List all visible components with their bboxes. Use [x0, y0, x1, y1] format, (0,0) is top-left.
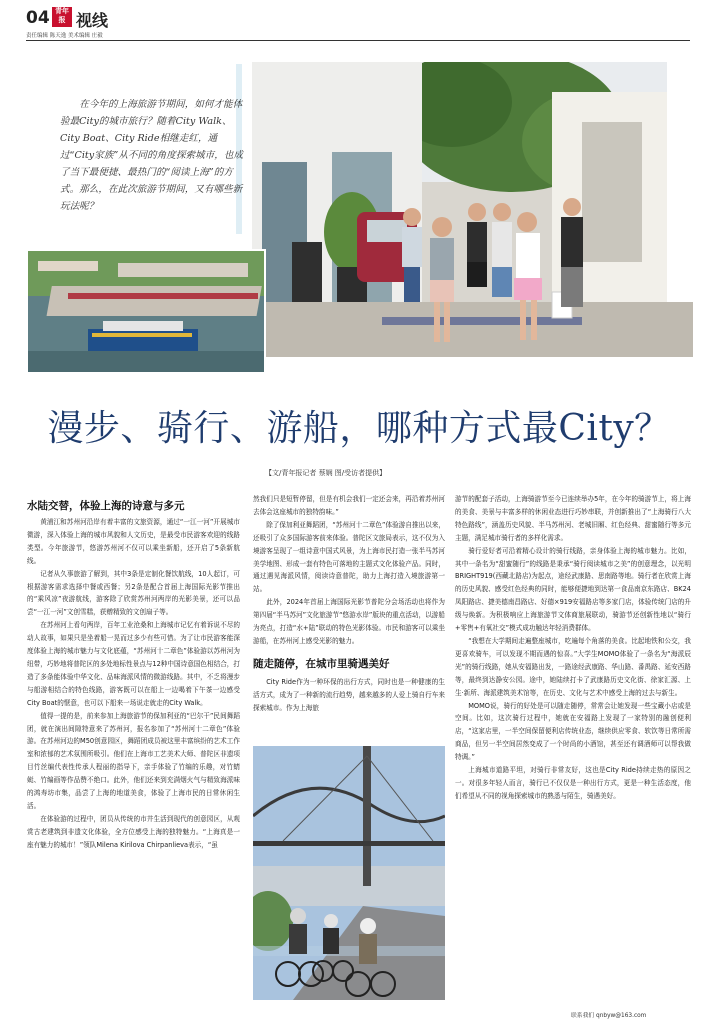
- paragraph: 骑行爱好者可沿着精心设计的骑行线路，亲身体验上海的城市魅力。比如，其中一条名为“甜蜜随行”的线路是秉承“骑行阅读城市之美”的创意理念，以光明BRIGHT919(西藏北路店)为起点，途经武康路、思南路等地。骑行者在欣赏上海的历史风貌、感受红色经典的同时，能够便捷地到达第一食品南京东路店、BK24凤阳路店、捷美德南昌路店、好德×919安福路店等多家门店，体验传统门店的升级与焕新。为积极响应上海旅游节文体商旅展联动，骑游节还创新性地以“骑行+零售+有氧社交”模式成功触达年轻消费群体。: [455, 546, 691, 633]
- paragraph: MOMO说，骑行的好处是可以随走随停，常常会让她发现一些宝藏小店或是空间。比如，这次骑行过程中，她就在安福路上发现了一家特别的融创便利店，“这家店里，一半空间保留便利店传统业态，继续供应零食、软饮等日常所需商品，但另一半空间居然变成了一个时尚的小酒馆，甚至还有调酒师可以帮我做特调。”: [455, 701, 691, 762]
- column-3: [455, 493, 691, 803]
- paragraph: 游节的配套子活动，上海骑游节至今已连续举办5年，在今年的骑游节上，将上海的美食、美景与丰富多样的休闲业态进行巧妙串联，并创新推出了“上海骑行八大特色路线”，涵盖历史风貌、半马苏州河、老城旧厢、红色经典、甜蜜随行等多元主题，满足城市骑行者的多样化需求。: [455, 495, 691, 542]
- column-2: [253, 493, 445, 648]
- paragraph: 然我们只是短暂停留，但是有机会我们一定还会来，再沿着苏州河去体会这座城市的独特韵味。”: [253, 495, 445, 516]
- byline: 【文/青年报记者 蔡娴 图/受访者提供】: [265, 469, 387, 477]
- page-number: 04: [26, 8, 50, 28]
- header-rule: [26, 40, 690, 41]
- city-walk-illustration: [252, 62, 693, 357]
- paragraph: 在苏州河上看句两岸，百年工业沧桑和上海城市记忆有着诉说不尽的动人故事，如果只是坐着船一晃而过多少有些可惜。为了让市民游客能深度体验上海的城市魅力与文化底蕴，“苏州河十二章色”体验游以苏州河为纽带，巧妙地将普陀区的多处地标性景点与12种中国诗意国色相结合，打造了多条能体验中华文化、品味海派风情的微游线路。其中，不乏将漫步与船游相结合的特色线路，游客既可以在船上一边喝着下午茶一边感受City Boat的惬意，也可以下船来一场说走就走的City Walk。: [27, 621, 240, 707]
- intro-lede: 在今年的上海旅游节期间，如何才能体验最City的城市旅行？随着City Walk、City Boat、City Ride相继走红，通过“City家族”从不同的角度探索城市，也成了当下最便捷、最热门的“阅读上海”的方式。那么，在此次旅游节期间，又有哪些新玩法呢？: [60, 99, 243, 212]
- paragraph: “我想在大学期间走遍整座城市，吃遍每个角落的美食。比起地铁和公交，我更喜欢骑车，可以发现不期而遇的惊喜。”大学生MOMO体验了一条名为“海派辰光”的骑行线路，她从安福路出发，一路途经武康路、华山路、番禺路、延安西路等，最终到达静安公园。途中，她陆续打卡了武康路历史文化街、徐家汇源、上生·新所、海派建筑美术馆等，在历史、文化与艺术中感受上海的过去与新生。: [455, 636, 691, 697]
- paragraph: City Ride作为一种环保的出行方式，同时也是一种健康的生活方式，成为了一种新的流行趋势，越来越多的人爱上骑自行车来探索城市。作为上海旅: [253, 678, 445, 712]
- paragraph: 黄浦江和苏州河沿岸有着丰富的文旅资源，通过“一江一河”开展城市微游，深入体验上海的城市风貌和人文历史，是最受市民游客欢迎的线路类型。今年旅游节，悠游苏州河不仅可以乘坐新船，还开启了5条新航线。: [27, 518, 240, 565]
- city-ride-illustration: [253, 746, 445, 1000]
- column-1: [27, 516, 240, 852]
- city-ride-photo: [253, 746, 445, 1000]
- editor-credits: 责任编辑 陈天逸 美术编辑 庄毅: [26, 33, 103, 39]
- paragraph: 除了保加利亚舞蹈团，“苏州河十二章色”体验游自推出以来，还吸引了众多国际游客前来体验。普陀区文旅局表示，这不仅为入境游客呈现了一组诗意中国式风景，为上海市民打造一张半马苏河美学地图、形成一套有特色可落地的主题式文化体验产品。同时，通过遇见海派风情，阅读诗意普陀，助力上海打造入境旅游第一站。: [253, 520, 445, 594]
- city-walk-photo: [252, 62, 693, 357]
- section-title: 视线: [76, 11, 109, 30]
- paragraph: 记者从久事旅游了解到，其中3条是定制化餐饮航线，10人起订，可根据游客需求选择中餐或西餐；另2条是配合首届上海国际光影节推出的“乘风凉”夜游航线，游客除了欣赏苏州河两岸的光影美景，还可以品尝“一江一河”文创雪糕，获赠精致的文创扇子等。: [27, 569, 240, 617]
- headline: 漫步、骑行、游船，哪种方式最City？: [47, 408, 671, 449]
- paragraph: 在体验游的过程中，团员从传统的市井生活到现代的创意园区，从观赏古老建筑到非遗文化体验，全方位感受上海的独特魅力。“上海真是一座有魅力的城市！”领队Milena Kirilova Chirpanlieva表示，“虽: [27, 814, 240, 849]
- paragraph: 此外，2024年首届上海国际光影节普陀分会场活动也将作为第四届“半马苏河”文化旅游节“悠游水岸”版块的重点活动，以游船为亮点，打造“水+陆”联动的特色光影体验。市民和游客可以乘坐游船，在苏州河上感受光影的魅力。: [253, 598, 445, 645]
- paragraph: 值得一提的是，前来参加上海旅游节的保加利亚的“巴尔干”民间舞蹈团，就在演出间隙特意来了苏州河，报名参加了“苏州河十二章色”体验游。在苏州河边的M50创意园区，舞蹈团成员被这里丰富缤纷的艺术工作室和浓郁的艺术氛围所吸引。他们在上海市工艺美术大师、普陀区非遗项目竹丝编代表性传承人程丽的指导下，亲手体验了竹编的乐趣，对竹蜻蜓、竹编画等作品赞不绝口。此外，他们还来到充满烟火气与精致海派味的鸿寿坊市集，品尝了上海的地道美食，体验了上海市民的日常休闲生活。: [27, 711, 240, 810]
- footer-contact: 联系我们 qnbyw@163.com: [571, 1013, 647, 1019]
- newspaper-logo: 青年报: [52, 7, 72, 27]
- river-boat-photo: [26, 249, 266, 374]
- subhead-2: 随走随停，在城市里骑遇美好: [253, 658, 390, 670]
- paragraph: 上海城市道路平坦，对骑行非常友好，这也是City Ride持续走热的原因之一。对很多年轻人而言，骑行已不仅仅是一种出行方式，更是一种生活态度，他们希望从不同的视角探索城市的熟悉与陌生，骑遇美好。: [455, 766, 691, 800]
- subhead-1: 水陆交替，体验上海的诗意与多元: [27, 500, 185, 512]
- river-boat-illustration: [28, 251, 264, 372]
- column-2-lower: [253, 676, 445, 715]
